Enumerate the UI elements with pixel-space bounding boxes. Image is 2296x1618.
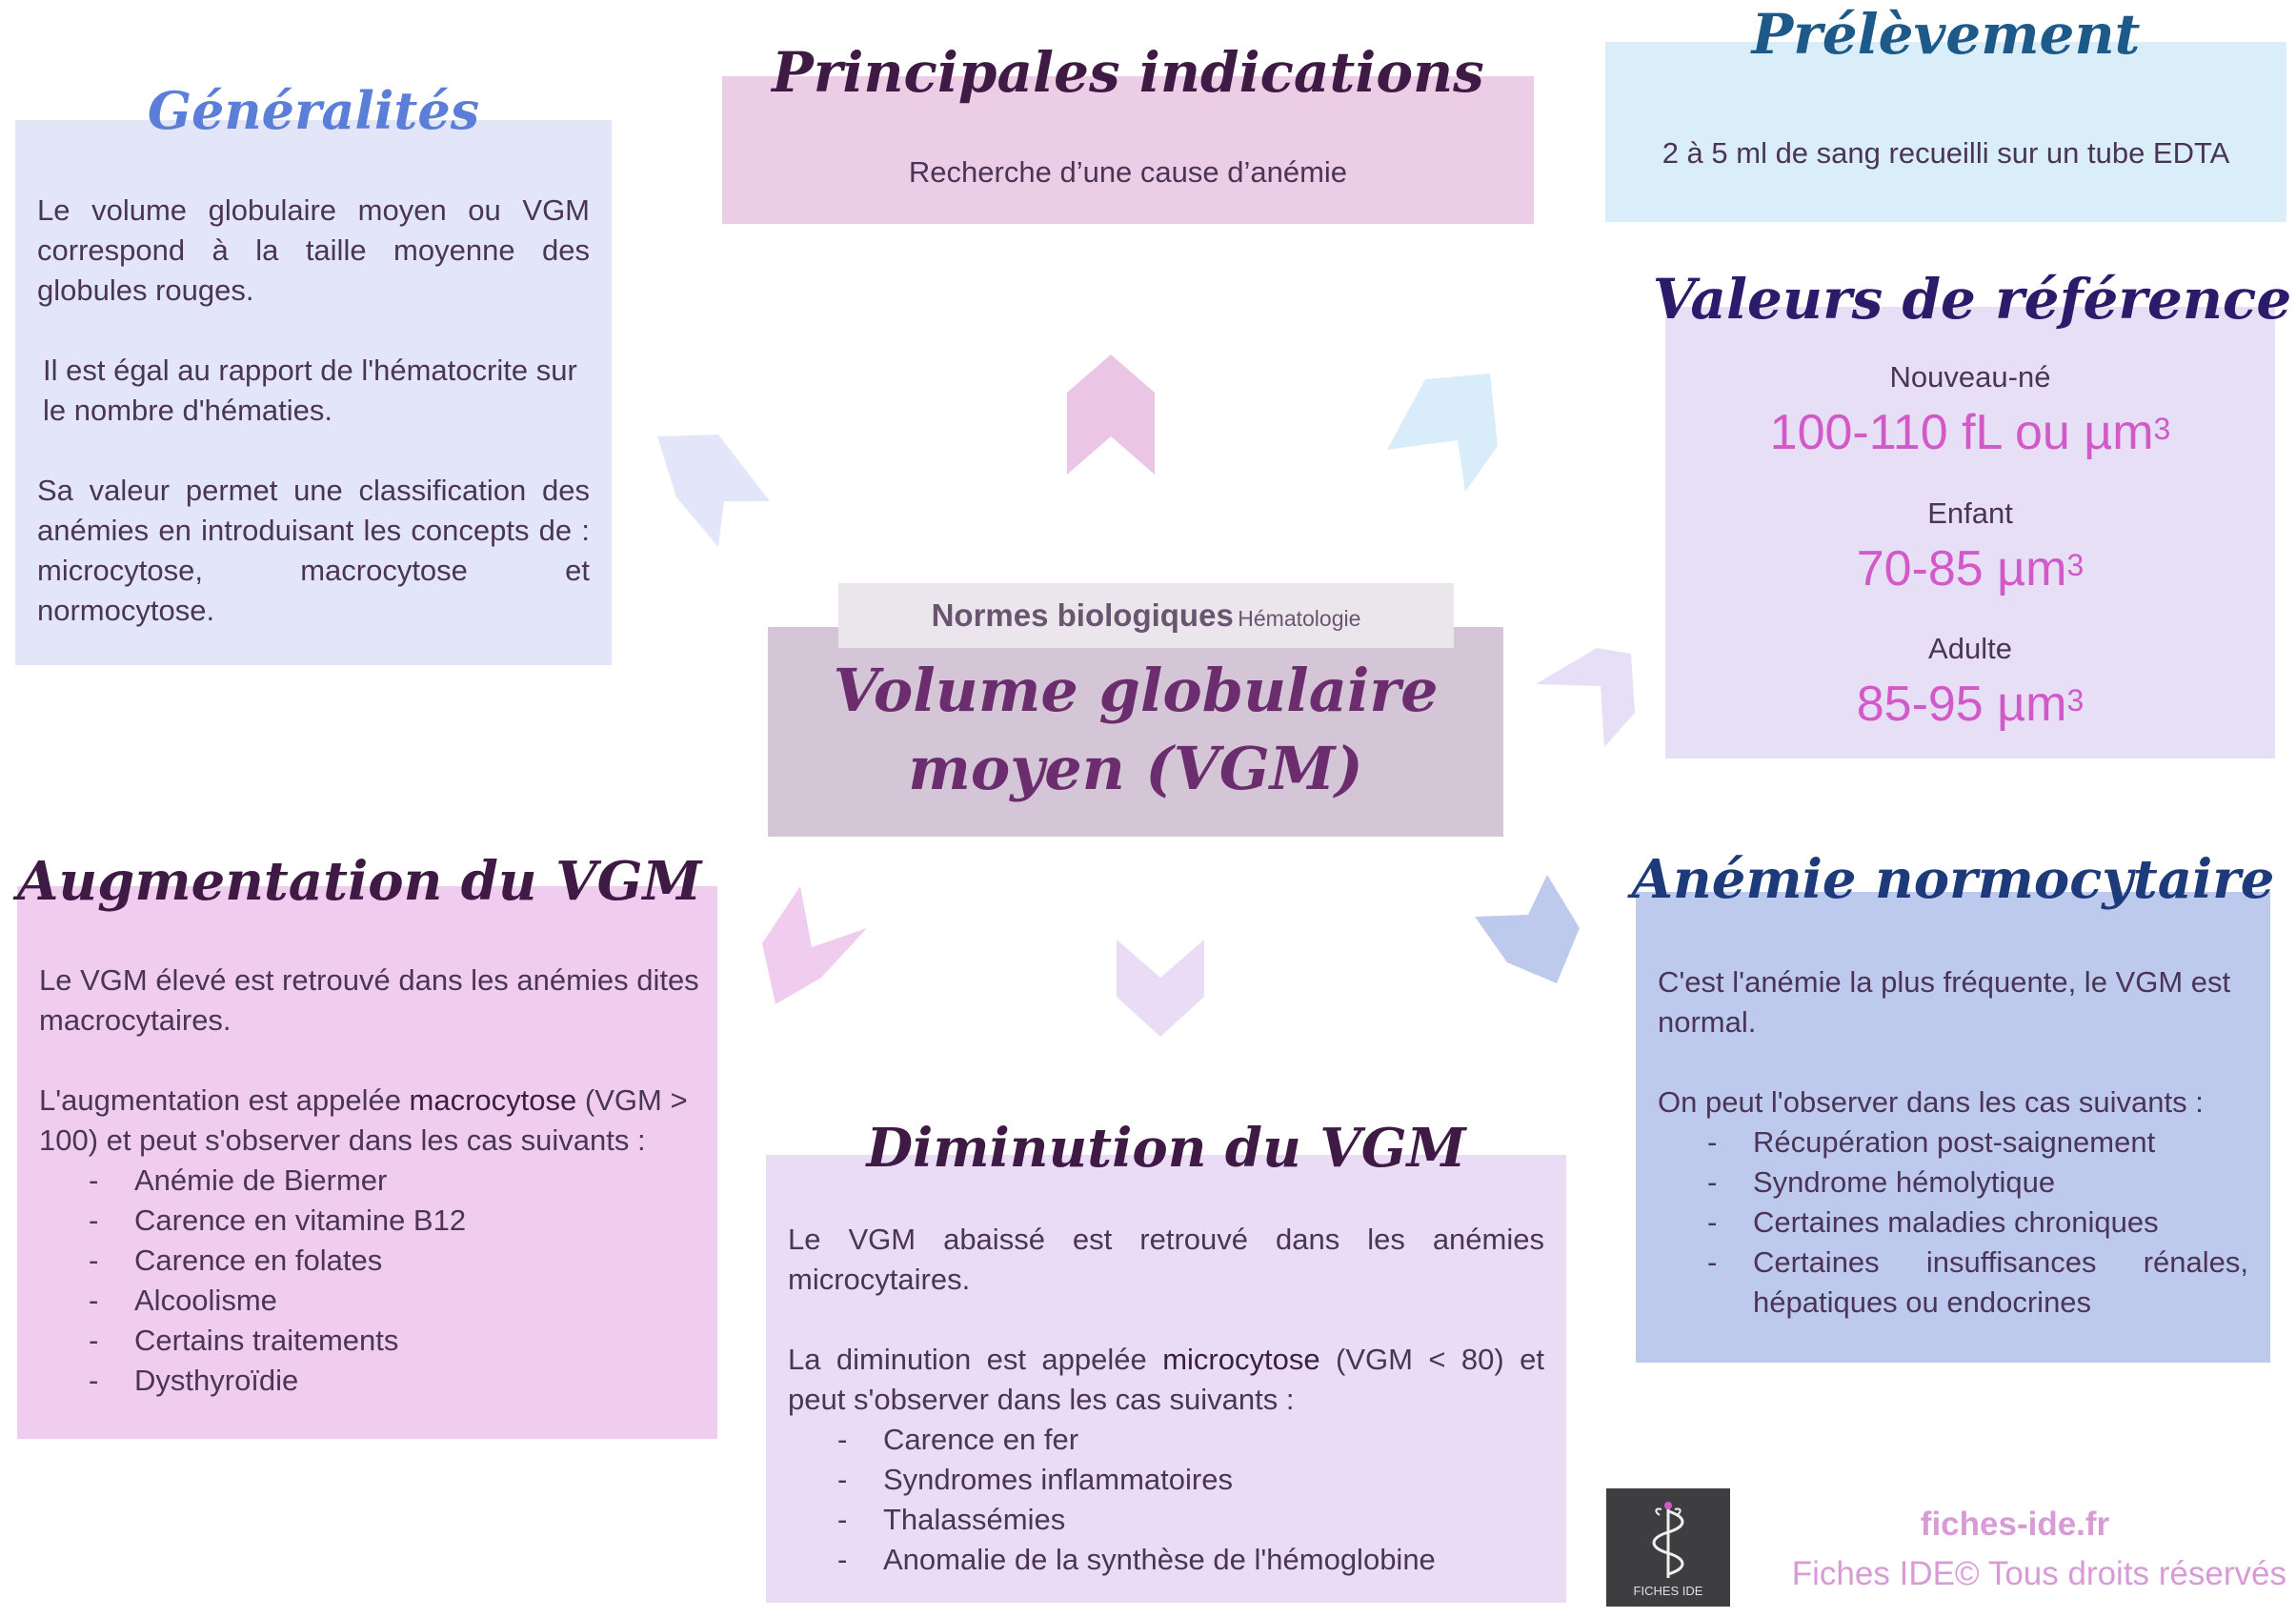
list-item: - Syndrome hémolytique	[1658, 1163, 2248, 1203]
generalites-text	[37, 191, 590, 631]
list-item: - Carence en fer	[788, 1420, 1544, 1460]
augmentation-p2-before: L'augmentation est appelée	[39, 1083, 410, 1117]
logo-text: FICHES IDE	[1633, 1584, 1703, 1598]
list-item: - Thalassémies	[788, 1500, 1544, 1540]
list-item: - Carence en folates	[39, 1241, 701, 1281]
reference-value-newborn-text: 100-110 fL ou µm	[1769, 405, 2154, 460]
reference-value-child	[1665, 540, 2275, 597]
augmentation-title: Augmentation du VGM	[17, 850, 702, 913]
arrow-up-icon	[1067, 354, 1155, 475]
reference-title: Valeurs de référence	[1652, 267, 2292, 332]
diminution-p2-after: (VGM < 80) et peut s'observer dans les cas suivants :	[788, 1343, 1545, 1416]
indications-text: Recherche d’une cause d’anémie	[908, 155, 1348, 189]
diminution-title: Diminution du VGM	[866, 1117, 1466, 1180]
list-item: - Récupération post-saignement	[1658, 1122, 2248, 1163]
center-subtitle-small: Hématologie	[1238, 606, 1361, 631]
normocytaire-list	[1658, 1122, 2248, 1323]
normocytaire-text	[1658, 962, 2248, 1323]
augmentation-p2-bold: macrocytose	[409, 1083, 577, 1117]
list-item: - Certaines insuffisances rénales, hépatiques ou endocrines	[1658, 1243, 2248, 1323]
augmentation-text	[39, 961, 701, 1401]
fiches-ide-logo	[1606, 1488, 1730, 1607]
augmentation-p2-after: (VGM > 100) et peut s'observer dans les cas suivants :	[39, 1083, 688, 1157]
caduceus-icon	[1644, 1498, 1692, 1580]
generalites-title: Généralités	[147, 80, 480, 141]
arrow-down-icon	[1117, 940, 1204, 1037]
prelevement-title: Prélèvement	[1751, 2, 2141, 67]
reference-label-adult: Adulte	[1928, 632, 2012, 665]
reference-value-newborn	[1665, 404, 2275, 461]
list-item: - Anémie de Biermer	[39, 1161, 701, 1201]
diminution-list	[788, 1420, 1544, 1580]
list-item: - Alcoolisme	[39, 1281, 701, 1321]
arrow-down-left-icon	[762, 886, 867, 1004]
center-title-line1: Volume globulaire	[833, 656, 1439, 725]
normocytaire-title: Anémie normocytaire	[1631, 848, 2275, 911]
footer-copyright: Fiches IDE© Tous droits réservés	[1791, 1555, 2286, 1592]
prelevement-panel	[1605, 42, 2286, 222]
arrow-up-right-icon	[1387, 374, 1501, 494]
diminution-p2-before: La diminution est appelée	[788, 1343, 1163, 1376]
augmentation-list	[39, 1161, 701, 1401]
indications-title: Principales indications	[772, 40, 1484, 105]
reference-exp-newborn: 3	[2153, 412, 2171, 446]
arrow-up-left-icon	[657, 435, 770, 549]
list-item: - Carence en vitamine B12	[39, 1201, 701, 1241]
list-item: - Certains traitements	[39, 1321, 701, 1361]
prelevement-text: 2 à 5 ml de sang recueilli sur un tube EDTA	[1662, 136, 2230, 170]
arrow-right-icon	[1536, 648, 1635, 747]
center-subtitle-band	[838, 583, 1454, 648]
reference-exp-child: 3	[2066, 548, 2085, 582]
normocytaire-p2: On peut l'observer dans les cas suivants :	[1658, 1085, 2204, 1119]
generalites-p3: Sa valeur permet une classification des anémies en introduisant les concepts de : microcytose, macrocytose et normocytose.	[37, 474, 590, 627]
center-subtitle-main: Normes biologiques	[931, 597, 1234, 633]
augmentation-p1: Le VGM élevé est retrouvé dans les anémies dites macrocytaires.	[39, 963, 699, 1037]
center-title-line2: moyen (VGM)	[908, 734, 1363, 803]
diminution-text	[788, 1220, 1544, 1580]
reference-value-adult	[1665, 676, 2275, 733]
list-item: - Certaines maladies chroniques	[1658, 1203, 2248, 1243]
reference-label-newborn: Nouveau-né	[1889, 360, 2051, 394]
reference-value-child-text: 70-85 µm	[1856, 541, 2067, 597]
normocytaire-p1: C'est l'anémie la plus fréquente, le VGM est normal.	[1658, 965, 2231, 1039]
augmentation-p2	[39, 1081, 701, 1161]
list-item: - Syndromes inflammatoires	[788, 1460, 1544, 1500]
arrow-down-right-icon	[1475, 875, 1580, 983]
diminution-p1: Le VGM abaissé est retrouvé dans les anémies microcytaires.	[788, 1223, 1544, 1296]
reference-value-adult-text: 85-95 µm	[1856, 677, 2067, 732]
generalites-p1: Le volume globulaire moyen ou VGM correspond à la taille moyenne des globules rouges.	[37, 193, 590, 307]
generalites-p2: Il est égal au rapport de l'hématocrite sur le nombre d'hématies.	[43, 354, 577, 427]
reference-exp-adult: 3	[2066, 683, 2085, 718]
reference-label-child: Enfant	[1927, 496, 2013, 530]
list-item: - Anomalie de la synthèse de l'hémoglobine	[788, 1540, 1544, 1580]
diminution-p2-bold: microcytose	[1162, 1343, 1320, 1376]
list-item: - Dysthyroïdie	[39, 1361, 701, 1401]
footer-site: fiches-ide.fr	[1920, 1506, 2110, 1543]
diminution-p2	[788, 1340, 1544, 1420]
